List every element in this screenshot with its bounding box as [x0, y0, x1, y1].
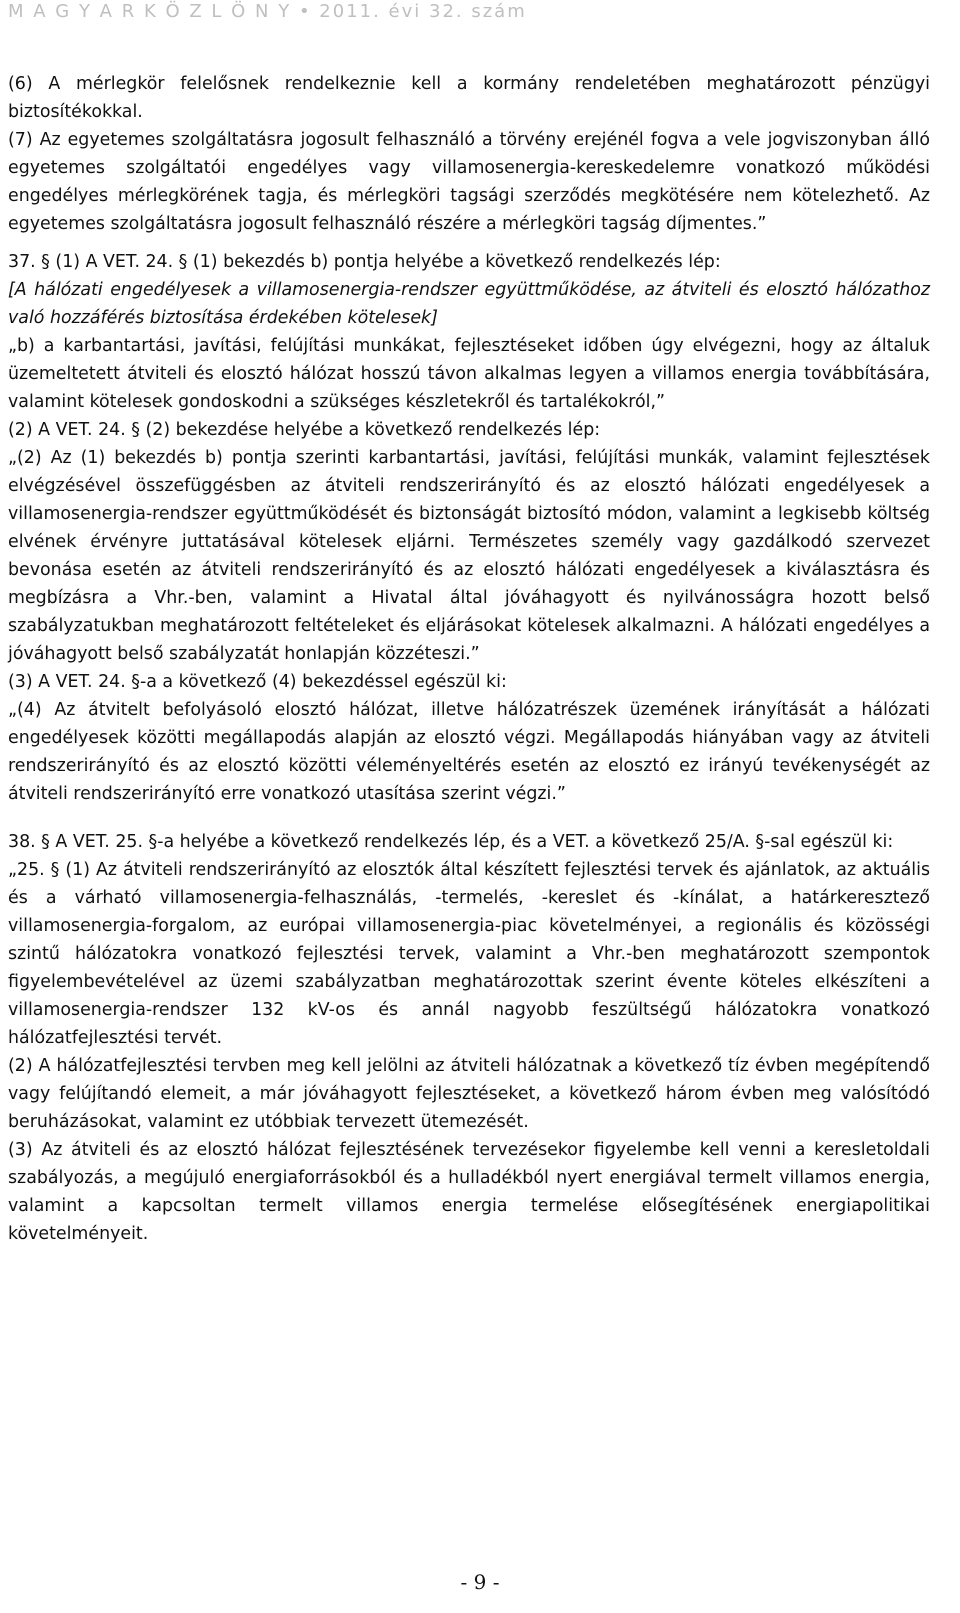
section-37-2-intro: (2) A VET. 24. § (2) bekezdése helyébe a következő rendelkezés lép: — [8, 420, 601, 440]
section-25-1: „25. § (1) Az átviteli rendszerirányító az elosztók által készített fejlesztési tervek és ajánlatok, az aktuális és a várható villamosenergia-felhasználás, -termelés, -kereslet és -kínálat, a határkeresztező villamosenergia-forgalom, az európai villamosenergia-piac követelményei, a regionális és közösségi szintű hálózatokra vonatkozó fejlesztési tervek, valamint a Vhr.-ben meghatározott szempontok figyelembevételével az üzemi szabályzatban meghatározottak szerint évente köteles elkészíteni a villamosenergia-rendszer 132 kV-os és annál nagyobb feszültségű hálózatokra vonatkozó hálózatfejlesztési tervét. — [8, 860, 930, 1048]
document-body — [8, 70, 930, 1248]
section-37-intro: 37. § (1) A VET. 24. § (1) bekezdés b) pontja helyébe a következő rendelkezés lép: — [8, 252, 721, 272]
section-37-2-text: „(2) Az (1) bekezdés b) pontja szerinti karbantartási, javítási, felújítási munkák, valamint fejlesztések elvégzésével összefüggésben az átviteli rendszerirányító és az elosztó hálózati engedélyesek a villamosenergia-rendszer együttműködését és biztonságát biztosító módon, valamint a legkisebb költség elvének érvényre juttatásával kötelesek eljárni. Természetes személy vagy gazdálkodó szervezet bevonása esetén az átviteli rendszerirányító és az elosztó hálózati engedélyesek a kiválasztásra és megbízásra a Vhr.-ben, valamint a Hivatal által jóváhagyott és nyilvánosságra hozott belső szabályzatukban meghatározott feltételeket és eljárásokat kötelesek alkalmazni. A hálózati engedélyes a jóváhagyott belső szabályzatát honlapján közzéteszi.” — [8, 448, 930, 664]
section-37-bracket-text: [A hálózati engedélyesek a villamosenergia-rendszer együttműködése, az átviteli és elosztó hálózathoz való hozzáférés biztosítása érdekében kötelesek] — [8, 280, 930, 328]
running-header: M A G Y A R K Ö Z L Ö N Y • 2011. évi 32. szám — [8, 1, 527, 22]
section-37-point-b: „b) a karbantartási, javítási, felújítási munkákat, fejlesztéseket időben úgy elvégezni, hogy az általuk üzemeltetett átviteli és elosztó hálózat hosszú távon alkalmas legyen a villamos energia továbbítására, valamint kötelesek gondoskodni a szükséges készletekről és tartalékokról,” — [8, 336, 930, 412]
section-37-3-text: „(4) Az átvitelt befolyásoló elosztó hálózat, illetve hálózatrészek üzemének irányítását a hálózati engedélyesek közötti megállapodás alapján az elosztó végzi. Megállapodás hiányában vagy az átviteli rendszerirányító és az elosztó közötti véleményeltérés esetén az elosztó ez irányú tevékenységét az átviteli rendszerirányító erre vonatkozó utasítása szerint végzi.” — [8, 700, 930, 804]
paragraph-7: (7) Az egyetemes szolgáltatásra jogosult felhasználó a törvény erejénél fogva a vele jogviszonyban álló egyetemes szolgáltatói engedélyes vagy villamosenergia-kereskedelemre vonatkozó működési engedélyes mérlegkörének tagja, és mérlegköri tagsági szerződés megkötésére nem kötelezhető. Az egyetemes szolgáltatásra jogosult felhasználó részére a mérlegköri tagság díjmentes.” — [8, 130, 930, 234]
section-37-3-intro: (3) A VET. 24. §-a a következő (4) bekezdéssel egészül ki: — [8, 672, 507, 692]
section-25-3: (3) Az átviteli és az elosztó hálózat fejlesztésének tervezésekor figyelembe kell venni a keresletoldali szabályozás, a megújuló energiaforrásokból és a hulladékból nyert energiával termelt villamos energia, valamint a kapcsoltan termelt villamos energia termelése elősegítésének energiapolitikai követelményeit. — [8, 1140, 930, 1244]
page-number: - 9 - — [460, 1570, 500, 1594]
section-38-intro: 38. § A VET. 25. §-a helyébe a következő rendelkezés lép, és a VET. a következő 25/A. §-sal egészül ki: — [8, 832, 894, 852]
section-25-2: (2) A hálózatfejlesztési tervben meg kell jelölni az átviteli hálózatnak a következő tíz évben megépítendő vagy felújítandó elemeit, a már jóváhagyott fejlesztéseket, a következő három évben meg valósítódó beruházásokat, valamint ez utóbbiak tervezett ütemezését. — [8, 1056, 930, 1132]
paragraph-6: (6) A mérlegkör felelősnek rendelkeznie kell a kormány rendeletében meghatározott pénzügyi biztosítékokkal. — [8, 74, 930, 122]
